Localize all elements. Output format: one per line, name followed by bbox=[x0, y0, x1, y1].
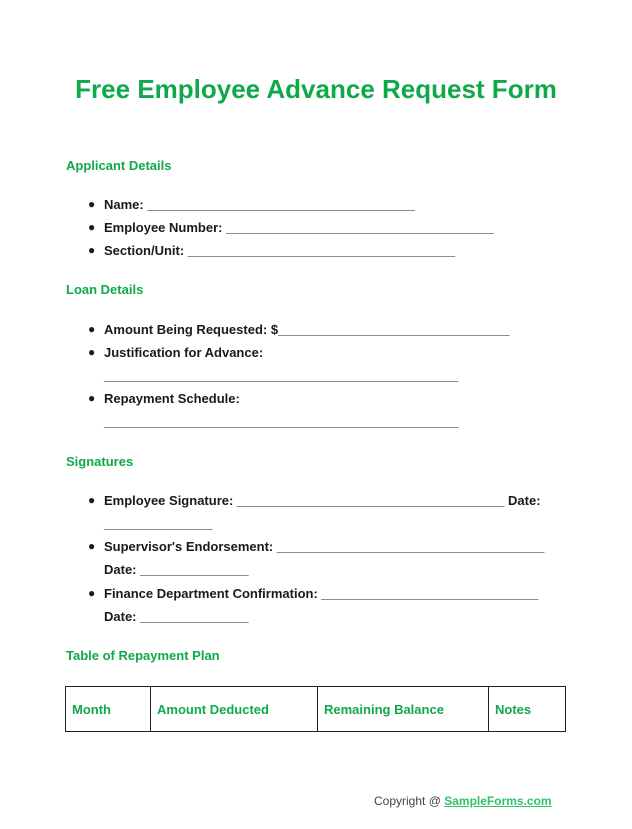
section-heading-loan: Loan Details bbox=[66, 282, 144, 297]
bullet-icon: ● bbox=[88, 493, 96, 507]
section-heading-table: Table of Repayment Plan bbox=[66, 648, 220, 663]
bullet-icon: ● bbox=[88, 243, 96, 257]
column-header-amount-deducted: Amount Deducted bbox=[151, 687, 318, 732]
justification-field[interactable]: _________________________________________________ bbox=[104, 368, 459, 383]
column-header-month: Month bbox=[66, 687, 151, 732]
bullet-icon: ● bbox=[88, 345, 96, 359]
section-heading-signatures: Signatures bbox=[66, 454, 134, 469]
column-header-remaining-balance: Remaining Balance bbox=[318, 687, 489, 732]
name-field[interactable]: Name: _____________________________________ bbox=[104, 197, 415, 212]
section-heading-applicant: Applicant Details bbox=[66, 158, 172, 173]
table-header-row bbox=[66, 687, 566, 732]
bullet-icon: ● bbox=[88, 539, 96, 553]
justification-label: Justification for Advance: bbox=[104, 345, 264, 360]
copyright-text: Copyright @ bbox=[374, 794, 445, 808]
section-unit-field[interactable]: Section/Unit: _____________________________________ bbox=[104, 243, 456, 258]
bullet-icon: ● bbox=[88, 197, 96, 211]
amount-requested-field[interactable]: Amount Being Requested: $________________________________ bbox=[104, 322, 510, 337]
bullet-icon: ● bbox=[88, 220, 96, 234]
bullet-icon: ● bbox=[88, 391, 96, 405]
finance-date-field[interactable]: Date: _______________ bbox=[104, 609, 249, 624]
finance-confirmation-field[interactable]: Finance Department Confirmation: ______________________________ bbox=[104, 586, 539, 601]
bullet-icon: ● bbox=[88, 586, 96, 600]
repayment-schedule-field[interactable]: _________________________________________________ bbox=[104, 414, 459, 429]
column-header-notes: Notes bbox=[489, 687, 566, 732]
supervisor-date-field[interactable]: Date: _______________ bbox=[104, 562, 249, 577]
supervisor-endorsement-field[interactable]: Supervisor's Endorsement: _____________________________________ bbox=[104, 539, 545, 554]
employee-signature-date-field[interactable]: _______________ bbox=[104, 516, 213, 531]
employee-signature-field[interactable]: Employee Signature: _____________________________________ Date: bbox=[104, 493, 541, 508]
copyright-footer bbox=[374, 794, 552, 808]
form-title: Free Employee Advance Request Form bbox=[75, 74, 557, 104]
repayment-schedule-label: Repayment Schedule: bbox=[104, 391, 240, 406]
employee-number-field[interactable]: Employee Number: _____________________________________ bbox=[104, 220, 494, 235]
repayment-plan-table bbox=[65, 686, 566, 732]
bullet-icon: ● bbox=[88, 322, 96, 336]
brand-link[interactable]: SampleForms.com bbox=[444, 794, 552, 808]
